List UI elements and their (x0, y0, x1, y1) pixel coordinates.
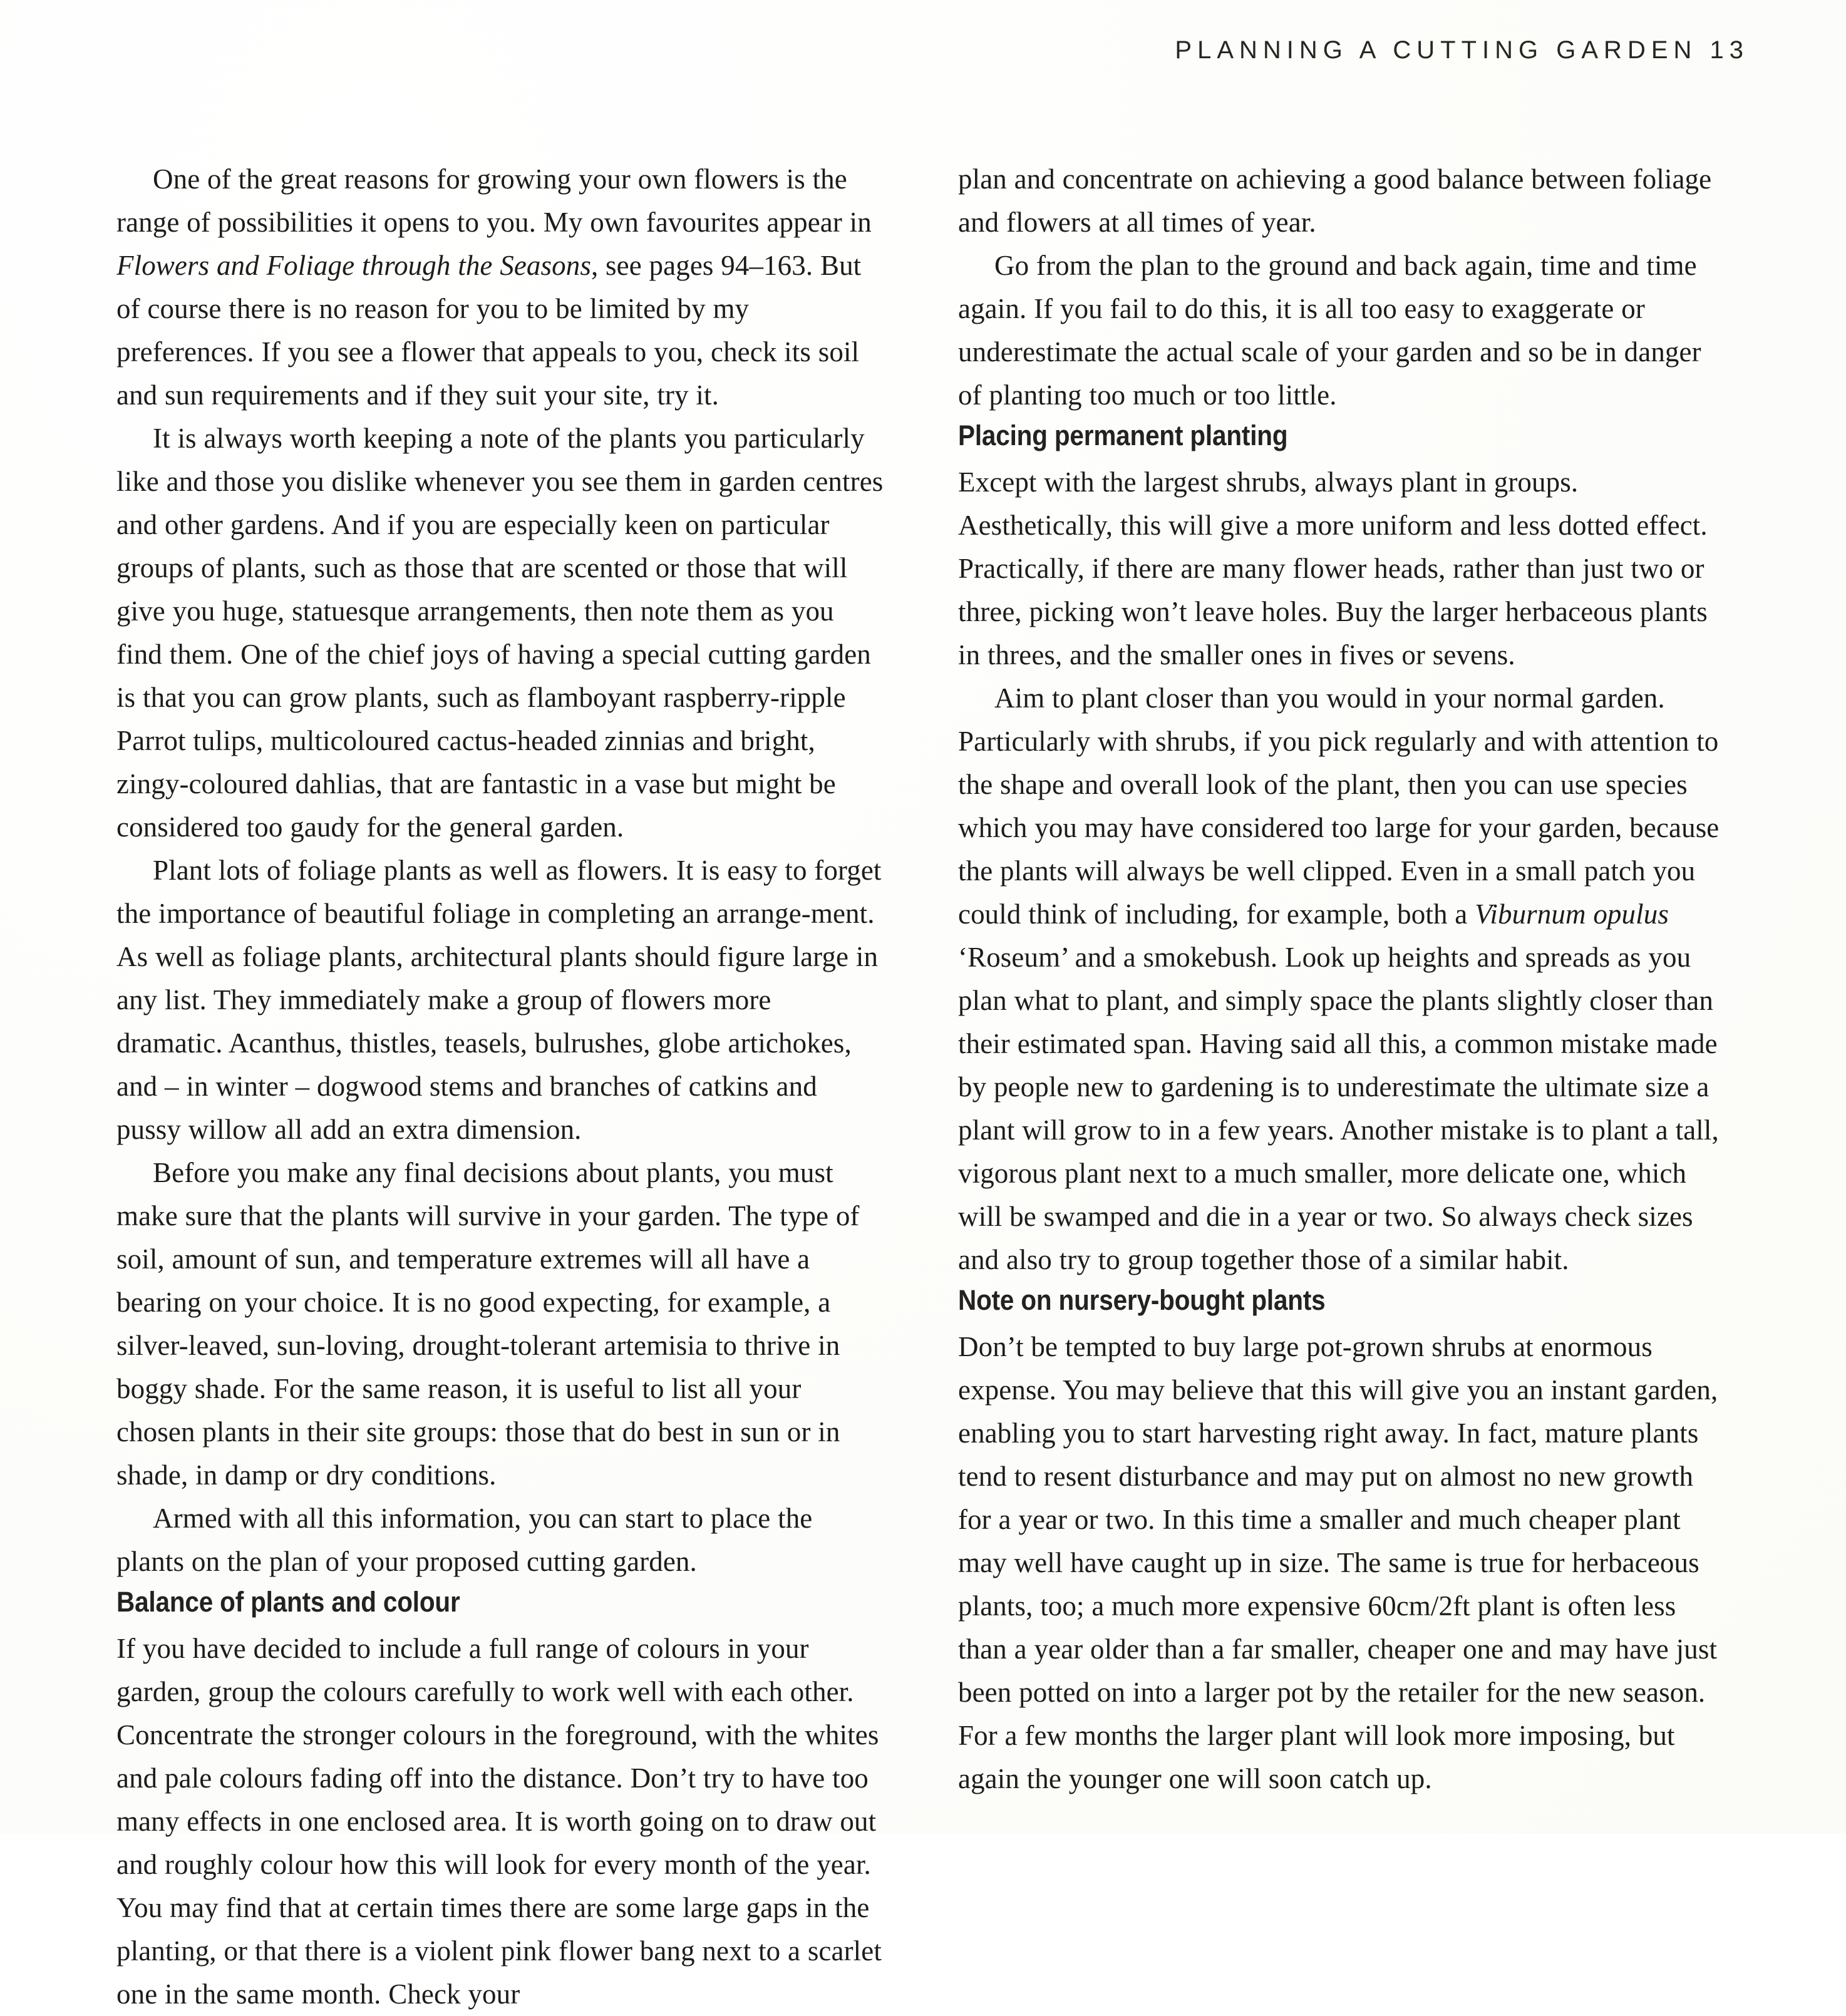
text-run: If you have decided to include a full range of colours in your garden, group the colours carefully to work well with each other. Concentrate the stronger colours in the foreground, with the whites and pale colours fading off into the distance. Don’t try to have too many effects in one enclosed area. It is worth going on to draw out and roughly colour how this will look for every month of the year. You may find that at certain times there are some large gaps in the planting, or that there is a violent pink flower bang next to a scarlet one in the same month. Check your (116, 1633, 882, 2010)
text-run: Go from the plan to the ground and back again, time and time again. If you fail to do this, it is all too easy to exaggerate or underestimate the actual scale of your garden and so be in danger of planting too much or too little. (958, 250, 1701, 411)
text-run: Except with the largest shrubs, always plant in groups. Aesthetically, this will give a more uniform and less dotted effect. Practically, if there are many flower heads, rather than just two or three, picking won’t leave holes. Buy the larger herbaceous plants in threes, and the smaller ones in fives or sevens. (958, 466, 1708, 671)
note-on-nursery-bought-plants-paragraphs (958, 1325, 1726, 1801)
paragraph (116, 1497, 884, 1583)
placing-permanent-planting-paragraphs (958, 461, 1726, 1282)
text-run: Aim to plant closer than you would in your normal garden. Particularly with shrubs, if you pick regularly and with attention to the shape and overall look of the plant, then you can use species which you may have considered too large for your garden, because the plants will always be well clipped. Even in a small patch you could think of including, for example, both a (958, 682, 1720, 930)
text-run: Don’t be tempted to buy large pot-grown shrubs at enormous expense. You may believe that this will give you an instant garden, enabling you to start harvesting right away. In fact, mature plants tend to resent disturbance and may put on almost no new growth for a year or two. In this time a smaller and much cheaper plant may well have caught up in size. The same is true for herbaceous plants, too; a much more expensive 60cm/2ft plant is often less than a year older than a far smaller, cheaper one and may have just been potted on into a larger pot by the retailer for the new season. For a few months the larger plant will look more imposing, but again the younger one will soon catch up. (958, 1331, 1718, 1794)
text-run: Plant lots of foliage plants as well as flowers. It is easy to forget the importance of beautiful foliage in completing an arrange-ment. As well as foliage plants, architectural plants should figure large in any list. They immediately make a group of flowers more dramatic. Acanthus, thistles, teasels, bulrushes, globe artichokes, and – in winter – dogwood stems and branches of catkins and pussy willow all add an extra dimension. (116, 855, 882, 1145)
text-run: , see pages 94–163. But of course there is no reason for you to be limited by my preferences. If you see a flower that appeals to you, check its soil and sun requirements and if they suit your site, try it. (116, 250, 862, 411)
running-head: PLANNING A CUTTING GARDEN 13 (1175, 36, 1749, 64)
left-column (116, 158, 884, 2016)
paragraph (958, 158, 1726, 244)
italic-title: Flowers and Foliage through the Seasons (116, 250, 591, 281)
subheading-balance-of-plants-and-colour: Balance of plants and colour (116, 1586, 460, 1618)
paragraph (958, 461, 1726, 677)
paragraph (116, 1151, 884, 1497)
text-run: plan and concentrate on achieving a good balance between foliage and flowers at all times of year. (958, 163, 1712, 238)
paragraph (116, 158, 884, 417)
paragraph (958, 1325, 1726, 1801)
two-column-text-body (116, 158, 1726, 2016)
paragraph (116, 1627, 884, 2016)
left-column-section-paragraphs (116, 1627, 884, 2016)
subheading-note-on-nursery-bought-plants: Note on nursery-bought plants (958, 1284, 1326, 1316)
text-run: ‘Roseum’ and a smokebush. Look up heights and spreads as you plan what to plant, and simply space the plants slightly closer than their estimated span. Having said all this, a common mistake made by people new to gardening is to underestimate the ultimate size a plant will grow to in a few years. Another mistake is to plant a tall, vigorous plant next to a much smaller, more delicate one, which will be swamped and die in a year or two. So always check sizes and also try to group together those of a similar habit. (958, 942, 1719, 1275)
text-run: Armed with all this information, you can start to place the plants on the plan of your proposed cutting garden. (116, 1503, 813, 1577)
italic-title: Viburnum opulus (1475, 898, 1669, 930)
text-run: It is always worth keeping a note of the plants you particularly like and those you dislike whenever you see them in garden centres and other gardens. And if you are especially keen on particular groups of plants, such as those that are scented or those that will give you huge, statuesque arrangements, then note them as you find them. One of the chief joys of having a special cutting garden is that you can grow plants, such as flamboyant raspberry-ripple Parrot tulips, multicoloured cactus-headed zinnias and bright, zingy-coloured dahlias, that are fantastic in a vase but might be considered too gaudy for the general garden. (116, 423, 884, 843)
right-column (958, 158, 1726, 1801)
paragraph (958, 244, 1726, 417)
paragraph (116, 849, 884, 1151)
text-run: One of the great reasons for growing your own flowers is the range of possibilities it opens to you. My own favourites appear in (116, 163, 872, 238)
left-column-paragraphs (116, 158, 884, 1583)
paragraph (116, 417, 884, 849)
paragraph (958, 677, 1726, 1282)
right-column-paragraphs (958, 158, 1726, 417)
subheading-placing-permanent-planting: Placing permanent planting (958, 419, 1288, 451)
text-run: Before you make any final decisions about plants, you must make sure that the plants will survive in your garden. The type of soil, amount of sun, and temperature extremes will all have a bearing on your choice. It is no good expecting, for example, a silver-leaved, sun-loving, drought-tolerant artemisia to thrive in boggy shade. For the same reason, it is useful to list all your chosen plants in their site groups: those that do best in sun or in shade, in damp or dry conditions. (116, 1157, 860, 1491)
